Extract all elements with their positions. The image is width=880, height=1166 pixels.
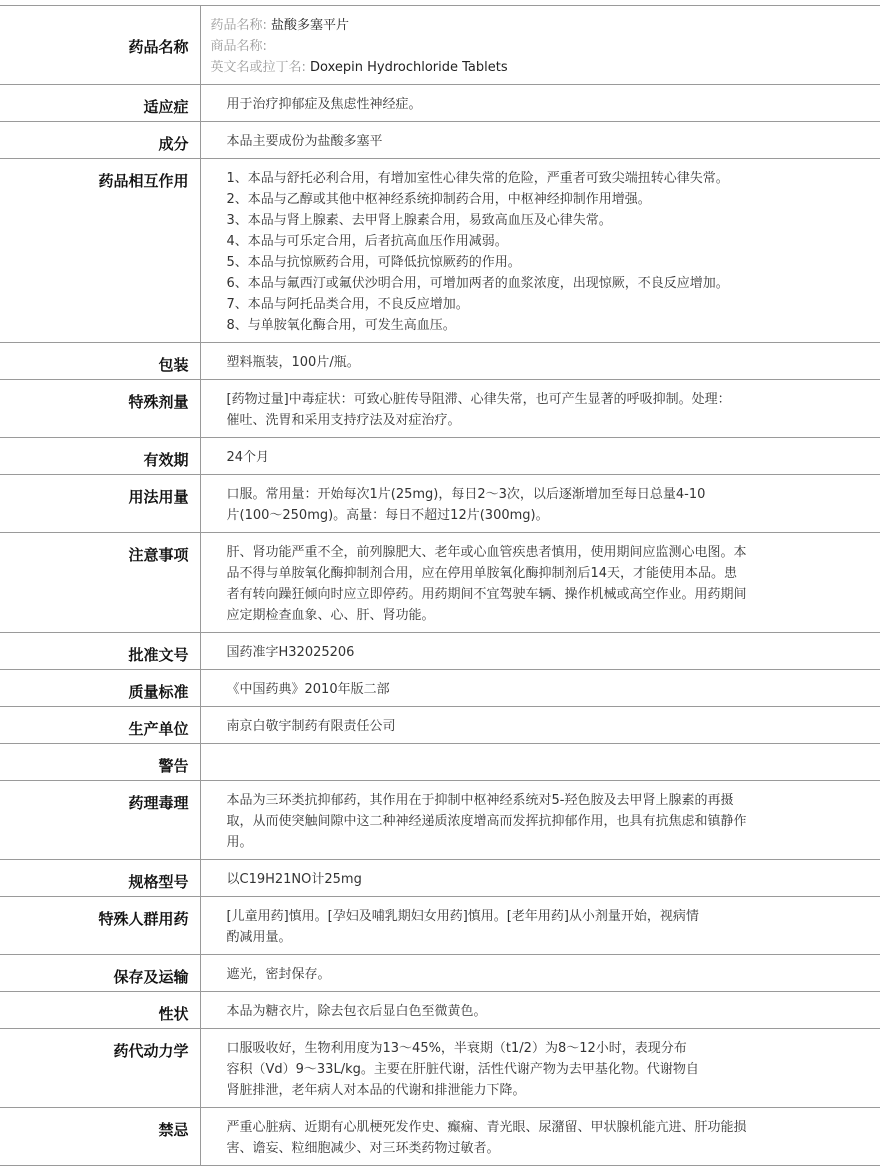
- text-line: 3、本品与肾上腺素、去甲肾上腺素合用，易致高血压及心律失常。: [226, 213, 612, 228]
- text-line: 遮光，密封保存。: [226, 967, 331, 982]
- row-label: 批准文号: [0, 633, 200, 670]
- trade-name-line: [211, 36, 841, 57]
- info-row: [0, 955, 880, 992]
- text-line: 应定期检查血象、心、肝、肾功能。: [226, 608, 435, 623]
- info-row: [0, 707, 880, 744]
- row-label: 特殊人群用药: [0, 897, 200, 955]
- row-value: [200, 533, 880, 633]
- info-row: [0, 438, 880, 475]
- info-row: [0, 744, 880, 781]
- info-row: [0, 633, 880, 670]
- text-line: 品不得与单胺氧化酶抑制剂合用，应在停用单胺氧化酶抑制剂后14天，才能使用本品。患: [226, 566, 738, 581]
- row-label: 规格型号: [0, 860, 200, 897]
- info-row: [0, 897, 880, 955]
- info-row: [0, 343, 880, 380]
- text-line: 严重心脏病、近期有心肌梗死发作史、癫痫、青光眼、尿潴留、甲状腺机能亢进、肝功能损: [226, 1120, 747, 1135]
- row-value: [200, 633, 880, 670]
- text-line: 2、本品与乙醇或其他中枢神经系统抑制药合用，中枢神经抑制作用增强。: [226, 192, 651, 207]
- info-row: [0, 670, 880, 707]
- row-value: [200, 781, 880, 860]
- row-label: 质量标准: [0, 670, 200, 707]
- info-row: [0, 781, 880, 860]
- row-label: 有效期: [0, 438, 200, 475]
- row-label: 性状: [0, 992, 200, 1029]
- row-value: [200, 1029, 880, 1108]
- text-line: 《中国药典》2010年版二部: [226, 682, 390, 697]
- text-line: 口服。常用量：开始每次1片(25mg)，每日2～3次，以后逐渐增加至每日总量4-10: [226, 487, 706, 502]
- info-row: [0, 860, 880, 897]
- row-drug-name: [0, 6, 880, 85]
- text-line: 国药准字H32025206: [226, 645, 355, 660]
- text-line: 片(100～250mg)。高量：每日不超过12片(300mg)。: [226, 508, 549, 523]
- text-line: 口服吸收好，生物利用度为13～45%，半衰期（t1/2）为8～12小时，表现分布: [226, 1041, 687, 1056]
- text-line: 本品为三环类抗抑郁药，其作用在于抑制中枢神经系统对5-羟色胺及去甲肾上腺素的再摄: [226, 793, 734, 808]
- row-label: 药品相互作用: [0, 159, 200, 343]
- text-line: 催吐、洗胃和采用支持疗法及对症治疗。: [226, 413, 461, 428]
- drug-name-cell: [200, 6, 880, 85]
- row-value: [200, 744, 880, 781]
- row-label: 包装: [0, 343, 200, 380]
- info-row: [0, 1108, 880, 1166]
- generic-name-line: [211, 15, 841, 36]
- row-value: [200, 1108, 880, 1166]
- text-line: 塑料瓶装，100片/瓶。: [226, 355, 360, 370]
- text-line: 用。: [226, 835, 253, 850]
- row-value: [200, 438, 880, 475]
- row-label: 生产单位: [0, 707, 200, 744]
- text-line: 酌减用量。: [226, 930, 292, 945]
- text-line: 6、本品与氟西汀或氟伏沙明合用，可增加两者的血浆浓度，出现惊厥，不良反应增加。: [226, 276, 729, 291]
- english-name-line: [211, 57, 841, 78]
- row-label: 成分: [0, 122, 200, 159]
- text-line: 本品为糖衣片，除去包衣后显白色至微黄色。: [226, 1004, 487, 1019]
- info-row: [0, 992, 880, 1029]
- text-line: 取，从而使突触间隙中这二种神经递质浓度增高而发挥抗抑郁作用，也具有抗焦虑和镇静作: [226, 814, 747, 829]
- text-line: 24个月: [226, 450, 270, 465]
- info-row: [0, 1029, 880, 1108]
- row-value: [200, 955, 880, 992]
- row-value: [200, 707, 880, 744]
- row-label: 禁忌: [0, 1108, 200, 1166]
- row-value: [200, 122, 880, 159]
- row-label: 药理毒理: [0, 781, 200, 860]
- text-line: 害、谵妄、粒细胞减少、对三环类药物过敏者。: [226, 1141, 500, 1156]
- row-label: 适应症: [0, 85, 200, 122]
- text-line: 南京白敬宇制药有限责任公司: [226, 719, 396, 734]
- text-line: 4、本品与可乐定合用，后者抗高血压作用减弱。: [226, 234, 508, 249]
- row-label: 特殊剂量: [0, 380, 200, 438]
- row-label: 注意事项: [0, 533, 200, 633]
- text-line: 本品主要成份为盐酸多塞平: [226, 134, 383, 149]
- text-line: 以C19H21NO计25mg: [226, 872, 362, 887]
- row-label: 保存及运输: [0, 955, 200, 992]
- row-value: [200, 897, 880, 955]
- row-value: [200, 380, 880, 438]
- info-row: [0, 85, 880, 122]
- drug-info-sheet: [0, 5, 880, 1166]
- row-value: [200, 475, 880, 533]
- row-label: 药代动力学: [0, 1029, 200, 1108]
- generic-name-value: 盐酸多塞平片: [271, 18, 350, 33]
- info-row: [0, 159, 880, 343]
- text-line: 1、本品与舒托必利合用，有增加室性心律失常的危险，严重者可致尖端扭转心律失常。: [226, 171, 729, 186]
- row-label: 药品名称: [0, 6, 200, 85]
- trade-name-label: 商品名称:: [210, 39, 267, 54]
- text-line: 肾脏排泄，老年病人对本品的代谢和排泄能力下降。: [226, 1083, 526, 1098]
- generic-name-label: 药品名称:: [210, 18, 267, 33]
- row-value: [200, 860, 880, 897]
- info-row: [0, 380, 880, 438]
- row-value: [200, 992, 880, 1029]
- text-line: 肝、肾功能严重不全，前列腺肥大、老年或心血管疾患者慎用，使用期间应监测心电图。本: [226, 545, 747, 560]
- text-line: 7、本品与阿托品类合用，不良反应增加。: [226, 297, 469, 312]
- text-line: 容积（Vd）9～33L/kg。主要在肝脏代谢，活性代谢产物为去甲基化物。代谢物自: [226, 1062, 699, 1077]
- info-row: [0, 122, 880, 159]
- drug-info-table: [0, 5, 880, 1166]
- text-line: 5、本品与抗惊厥药合用，可降低抗惊厥药的作用。: [226, 255, 521, 270]
- text-line: 8、与单胺氧化酶合用，可发生高血压。: [226, 318, 456, 333]
- row-value: [200, 85, 880, 122]
- row-value: [200, 159, 880, 343]
- text-line: [药物过量]中毒症状：可致心脏传导阻滞、心律失常，也可产生显著的呼吸抑制。处理：: [226, 392, 731, 407]
- row-label: 警告: [0, 744, 200, 781]
- english-name-label: 英文名或拉丁名:: [210, 60, 306, 75]
- text-line: [227, 753, 789, 774]
- row-value: [200, 343, 880, 380]
- text-line: [儿童用药]慎用。[孕妇及哺乳期妇女用药]慎用。[老年用药]从小剂量开始，视病情: [226, 909, 699, 924]
- row-label: 用法用量: [0, 475, 200, 533]
- text-line: 用于治疗抑郁症及焦虑性神经症。: [226, 97, 422, 112]
- english-name-value: Doxepin Hydrochloride Tablets: [310, 60, 508, 75]
- row-value: [200, 670, 880, 707]
- info-row: [0, 475, 880, 533]
- info-row: [0, 533, 880, 633]
- text-line: 者有转向躁狂倾向时应立即停药。用药期间不宜驾驶车辆、操作机械或高空作业。用药期间: [226, 587, 747, 602]
